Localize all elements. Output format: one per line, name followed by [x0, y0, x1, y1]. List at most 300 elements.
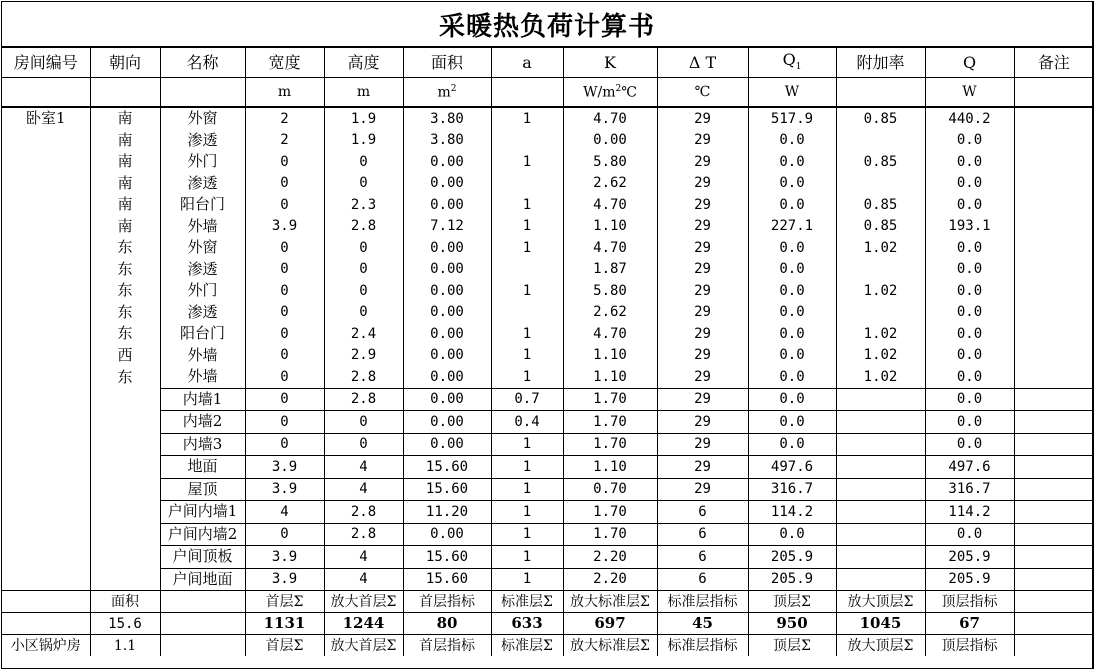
table-cell: 0.0: [748, 345, 836, 367]
table-row: [2, 302, 1093, 324]
table-cell: [836, 456, 925, 479]
table-cell: 渗透: [160, 130, 245, 152]
table-cell: [90, 433, 160, 456]
table-row: [2, 151, 1093, 173]
table-cell: 0.00: [403, 433, 491, 456]
table-cell: 0: [324, 411, 403, 434]
table-cell: 0: [245, 523, 324, 546]
table-cell: 0.0: [925, 345, 1014, 367]
table-cell: [2, 433, 90, 456]
summary-cell: 697: [563, 613, 657, 635]
table-cell: 3.9: [245, 478, 324, 501]
table-row: [2, 433, 1093, 456]
unit-cell: $W/m^2℃$: [563, 78, 657, 108]
table-cell: 阳台门: [160, 194, 245, 216]
summary-cell: 首层指标: [403, 635, 491, 657]
table-cell: 0.0: [925, 433, 1014, 456]
table-cell: [90, 456, 160, 479]
table-cell: 0.0: [925, 366, 1014, 388]
table-cell: 5.80: [563, 151, 657, 173]
table-row: [2, 323, 1093, 345]
summary-cell: [160, 591, 245, 613]
table-cell: 0.00: [403, 411, 491, 434]
summary-cell: 放大标准层Σ: [563, 591, 657, 613]
table-cell: 3.9: [245, 568, 324, 591]
table-cell: 0.7: [491, 388, 563, 411]
unit-cell: [2, 78, 90, 108]
table-cell: 0: [245, 280, 324, 302]
table-cell: [1014, 366, 1093, 388]
table-cell: [1014, 302, 1093, 324]
table-cell: 4: [324, 568, 403, 591]
table-cell: 0: [245, 366, 324, 388]
summary-cell: 放大首层Σ: [324, 591, 403, 613]
table-row: [2, 280, 1093, 302]
table-cell: [1014, 280, 1093, 302]
unit-cell: $m^2$: [403, 78, 491, 108]
table-cell: [1014, 107, 1093, 130]
table-cell: 南: [90, 151, 160, 173]
table-cell: 1.10: [563, 216, 657, 238]
table-cell: 1: [491, 568, 563, 591]
table-cell: [2, 345, 90, 367]
table-cell: 0: [324, 173, 403, 195]
table-cell: [90, 568, 160, 591]
table-cell: 29: [657, 478, 748, 501]
table-cell: 0.00: [403, 259, 491, 281]
table-cell: 1: [491, 151, 563, 173]
table-cell: 1: [491, 237, 563, 259]
table-cell: 29: [657, 194, 748, 216]
table-cell: 2.62: [563, 302, 657, 324]
table-cell: [491, 259, 563, 281]
table-cell: 东: [90, 259, 160, 281]
unit-cell: m: [324, 78, 403, 108]
table-cell: 2: [245, 130, 324, 152]
table-cell: 0.00: [403, 194, 491, 216]
table-cell: 29: [657, 411, 748, 434]
calculation-sheet: [1, 1, 1094, 669]
header-row: [2, 48, 1093, 78]
summary-cell: 放大顶层Σ: [836, 635, 925, 657]
table-cell: 0.0: [748, 130, 836, 152]
table-cell: 29: [657, 151, 748, 173]
table-cell: 1: [491, 501, 563, 524]
table-cell: 1.02: [836, 323, 925, 345]
header-name: 名称: [160, 48, 245, 78]
table-cell: 南: [90, 173, 160, 195]
summary-cell: 首层Σ: [245, 635, 324, 657]
table-cell: [2, 366, 90, 388]
table-cell: 6: [657, 546, 748, 569]
summary-cell: 标准层指标: [657, 635, 748, 657]
table-cell: [1014, 411, 1093, 434]
table-cell: 外窗: [160, 107, 245, 130]
table-cell: 0.0: [925, 523, 1014, 546]
table-cell: [836, 302, 925, 324]
table-cell: 4: [245, 501, 324, 524]
table-cell: [836, 388, 925, 411]
table-cell: [1014, 259, 1093, 281]
table-cell: 0.0: [748, 433, 836, 456]
table-cell: 227.1: [748, 216, 836, 238]
table-row: [2, 259, 1093, 281]
table-cell: 0: [245, 388, 324, 411]
table-cell: 0.00: [403, 173, 491, 195]
table-cell: 0.00: [403, 523, 491, 546]
table-cell: 0.0: [925, 323, 1014, 345]
table-cell: 2.62: [563, 173, 657, 195]
table-cell: [836, 433, 925, 456]
table-cell: 渗透: [160, 173, 245, 195]
table-row: [2, 568, 1093, 591]
table-cell: 0.0: [748, 302, 836, 324]
table-cell: 3.9: [245, 456, 324, 479]
summary-cell: 15.6: [90, 613, 160, 635]
table-cell: 11.20: [403, 501, 491, 524]
table-cell: 0.0: [925, 151, 1014, 173]
table-cell: 5.80: [563, 280, 657, 302]
summary-cell: 67: [925, 613, 1014, 635]
table-cell: 29: [657, 280, 748, 302]
table-cell: [1014, 523, 1093, 546]
table-cell: [90, 546, 160, 569]
table-cell: [90, 523, 160, 546]
table-cell: 4.70: [563, 237, 657, 259]
table-cell: 0: [245, 151, 324, 173]
table-cell: 2.8: [324, 216, 403, 238]
table-row: [2, 478, 1093, 501]
table-cell: 0: [245, 173, 324, 195]
table-cell: 0.0: [748, 411, 836, 434]
table-row: [2, 456, 1093, 479]
table-row: [2, 366, 1093, 388]
table-cell: 1.70: [563, 501, 657, 524]
table-cell: 南: [90, 130, 160, 152]
table-row: [2, 237, 1093, 259]
table-row: [2, 107, 1093, 130]
table-cell: 内墙3: [160, 433, 245, 456]
table-cell: 29: [657, 366, 748, 388]
summary-cell: 1131: [245, 613, 324, 635]
table-cell: 1.9: [324, 130, 403, 152]
table-cell: 0.00: [403, 280, 491, 302]
summary-cell: 标准层Σ: [491, 591, 563, 613]
header-delta-t: Δ T: [657, 48, 748, 78]
table-cell: 东: [90, 237, 160, 259]
table-cell: 户间内墙2: [160, 523, 245, 546]
table-cell: 4.70: [563, 323, 657, 345]
table-cell: [491, 302, 563, 324]
table-row: [2, 523, 1093, 546]
table-cell: 15.60: [403, 568, 491, 591]
table-cell: 1: [491, 280, 563, 302]
table-cell: 0.0: [925, 411, 1014, 434]
summary-cell: 顶层Σ: [748, 635, 836, 657]
table-cell: [2, 130, 90, 152]
table-cell: 0.0: [925, 302, 1014, 324]
table-cell: 2.8: [324, 523, 403, 546]
table-cell: 0: [245, 237, 324, 259]
table-cell: 0: [324, 433, 403, 456]
table-cell: 1.70: [563, 388, 657, 411]
table-cell: [2, 194, 90, 216]
table-cell: [2, 323, 90, 345]
summary-cell: 顶层指标: [925, 635, 1014, 657]
summary-cell: 放大标准层Σ: [563, 635, 657, 657]
table-cell: 440.2: [925, 107, 1014, 130]
table-row: [2, 194, 1093, 216]
table-cell: 0.0: [748, 523, 836, 546]
table-cell: [836, 411, 925, 434]
summary-cell: 633: [491, 613, 563, 635]
header-q: Q: [925, 48, 1014, 78]
table-cell: 渗透: [160, 259, 245, 281]
table-cell: 3.9: [245, 546, 324, 569]
unit-cell: [836, 78, 925, 108]
table-cell: 2.4: [324, 323, 403, 345]
table-cell: 外门: [160, 151, 245, 173]
table-cell: [2, 546, 90, 569]
table-cell: 0.00: [403, 302, 491, 324]
table-cell: [2, 411, 90, 434]
table-cell: [1014, 216, 1093, 238]
summary-cell: 45: [657, 613, 748, 635]
table-cell: 1: [491, 456, 563, 479]
header-q1: $Q_1$: [748, 48, 836, 78]
table-cell: 0: [324, 237, 403, 259]
summary-cell: [160, 613, 245, 635]
table-cell: 497.6: [748, 456, 836, 479]
table-cell: 15.60: [403, 456, 491, 479]
table-cell: 4: [324, 478, 403, 501]
table-cell: 阳台门: [160, 323, 245, 345]
summary-cell: [2, 613, 90, 635]
summary-cell: 顶层指标: [925, 591, 1014, 613]
header-height: 高度: [324, 48, 403, 78]
table-cell: 户间内墙1: [160, 501, 245, 524]
unit-cell: m: [245, 78, 324, 108]
table-cell: 南: [90, 107, 160, 130]
table-cell: 114.2: [925, 501, 1014, 524]
table-cell: 1: [491, 194, 563, 216]
table-cell: 渗透: [160, 302, 245, 324]
table-cell: [2, 568, 90, 591]
unit-cell: W: [925, 78, 1014, 108]
table-cell: 外墙: [160, 366, 245, 388]
table-cell: [90, 501, 160, 524]
table-cell: [836, 478, 925, 501]
table-cell: 1: [491, 366, 563, 388]
table-cell: [1014, 323, 1093, 345]
table-cell: 0: [245, 411, 324, 434]
table-cell: 1.70: [563, 433, 657, 456]
table-cell: [1014, 130, 1093, 152]
table-cell: 户间顶板: [160, 546, 245, 569]
table-cell: 2.20: [563, 546, 657, 569]
table-cell: 1.70: [563, 523, 657, 546]
table-cell: 4.70: [563, 194, 657, 216]
table-cell: 3.80: [403, 107, 491, 130]
table-cell: [491, 130, 563, 152]
table-cell: 外门: [160, 280, 245, 302]
table-cell: 29: [657, 237, 748, 259]
table-cell: 0: [245, 259, 324, 281]
table-cell: 1.9: [324, 107, 403, 130]
table-cell: 1: [491, 433, 563, 456]
header-area: 面积: [403, 48, 491, 78]
table-cell: [2, 259, 90, 281]
table-cell: 205.9: [748, 568, 836, 591]
table-cell: 205.9: [925, 568, 1014, 591]
table-cell: [90, 411, 160, 434]
summary-row: [2, 613, 1093, 635]
table-cell: [2, 173, 90, 195]
table-cell: [1014, 433, 1093, 456]
table-cell: [1014, 345, 1093, 367]
table-cell: 6: [657, 523, 748, 546]
table-cell: [1014, 568, 1093, 591]
table-cell: [1014, 388, 1093, 411]
summary-cell: 首层指标: [403, 591, 491, 613]
summary-row: [2, 591, 1093, 613]
table-cell: 7.12: [403, 216, 491, 238]
table-cell: [836, 568, 925, 591]
table-cell: 6: [657, 501, 748, 524]
table-cell: 0: [324, 259, 403, 281]
table-cell: 0.85: [836, 151, 925, 173]
table-cell: 497.6: [925, 456, 1014, 479]
table-cell: 114.2: [748, 501, 836, 524]
table-row: [2, 173, 1093, 195]
table-cell: 卧室1: [25, 109, 66, 128]
table-cell: 2.20: [563, 568, 657, 591]
table-cell: 1: [491, 523, 563, 546]
table-cell: 1: [491, 345, 563, 367]
table-cell: 地面: [160, 456, 245, 479]
summary-cell: 小区锅炉房: [2, 635, 90, 657]
table-cell: 193.1: [925, 216, 1014, 238]
table-cell: 0.00: [403, 151, 491, 173]
table-cell: 0.0: [925, 237, 1014, 259]
table-cell: 1.87: [563, 259, 657, 281]
header-room-id: 房间编号: [2, 48, 90, 78]
table-cell: 15.60: [403, 478, 491, 501]
summary-cell: 放大首层Σ: [324, 635, 403, 657]
table-cell: 西: [90, 345, 160, 367]
table-cell: 0: [324, 302, 403, 324]
table-cell: 0: [245, 194, 324, 216]
table-cell: [1014, 546, 1093, 569]
table-cell: 0.0: [748, 388, 836, 411]
table-cell: 29: [657, 130, 748, 152]
table-cell: 外墙: [160, 345, 245, 367]
unit-cell: [160, 78, 245, 108]
table-cell: [2, 280, 90, 302]
summary-row: [2, 635, 1093, 657]
table-cell: 1.10: [563, 456, 657, 479]
summary-cell: 放大顶层Σ: [836, 591, 925, 613]
unit-cell: [491, 78, 563, 108]
table-cell: 1.02: [836, 237, 925, 259]
unit-cell: W: [748, 78, 836, 108]
header-k: K: [563, 48, 657, 78]
units-row: [2, 78, 1093, 108]
table-cell: 东: [90, 280, 160, 302]
table-cell: [1014, 237, 1093, 259]
table-cell: [1014, 151, 1093, 173]
table-cell: [491, 173, 563, 195]
table-cell: 0.0: [925, 388, 1014, 411]
table-cell: 东: [90, 323, 160, 345]
table-cell: 1: [491, 478, 563, 501]
table-cell: 29: [657, 345, 748, 367]
table-cell: [2, 523, 90, 546]
table-cell: [836, 130, 925, 152]
table-cell: 1.10: [563, 366, 657, 388]
table-cell: 2.8: [324, 388, 403, 411]
table-cell: 0: [245, 433, 324, 456]
table-cell: [836, 173, 925, 195]
table-cell: 0: [245, 323, 324, 345]
table-cell: 205.9: [748, 546, 836, 569]
table-cell: 29: [657, 323, 748, 345]
table-cell: 0.0: [748, 366, 836, 388]
table-cell: [836, 546, 925, 569]
table-cell: 205.9: [925, 546, 1014, 569]
table-cell: 0.00: [563, 130, 657, 152]
table-cell: 316.7: [748, 478, 836, 501]
table-cell: [1014, 456, 1093, 479]
table-cell: 4.70: [563, 107, 657, 130]
table-cell: 29: [657, 433, 748, 456]
summary-cell: [1014, 591, 1093, 613]
table-cell: [836, 523, 925, 546]
header-addition-rate: 附加率: [836, 48, 925, 78]
table-cell: 0: [324, 151, 403, 173]
table-cell: 1: [491, 216, 563, 238]
table-cell: 屋顶: [160, 478, 245, 501]
summary-cell: [1014, 613, 1093, 635]
table-cell: 29: [657, 107, 748, 130]
table-cell: 0.85: [836, 107, 925, 130]
table-cell: 0.0: [925, 259, 1014, 281]
table-cell: 东: [90, 302, 160, 324]
table-cell: 内墙2: [160, 411, 245, 434]
table-cell: 1.10: [563, 345, 657, 367]
table-cell: 0.0: [748, 194, 836, 216]
summary-cell: 顶层Σ: [748, 591, 836, 613]
table-cell: 2.3: [324, 194, 403, 216]
table-cell: 2: [245, 107, 324, 130]
table-cell: 29: [657, 259, 748, 281]
table-cell: 316.7: [925, 478, 1014, 501]
table-cell: 29: [657, 302, 748, 324]
table-cell: 0.0: [925, 130, 1014, 152]
table-cell: 6: [657, 568, 748, 591]
table-cell: [90, 388, 160, 411]
table-cell: 4: [324, 456, 403, 479]
table-row: [2, 216, 1093, 238]
table-cell: 517.9: [748, 107, 836, 130]
table-cell: 1.02: [836, 366, 925, 388]
table-cell: 0.0: [748, 237, 836, 259]
table-cell: 0.00: [403, 366, 491, 388]
table-row: [2, 345, 1093, 367]
header-width: 宽度: [245, 48, 324, 78]
table-cell: 外墙: [160, 216, 245, 238]
table-cell: 0.70: [563, 478, 657, 501]
